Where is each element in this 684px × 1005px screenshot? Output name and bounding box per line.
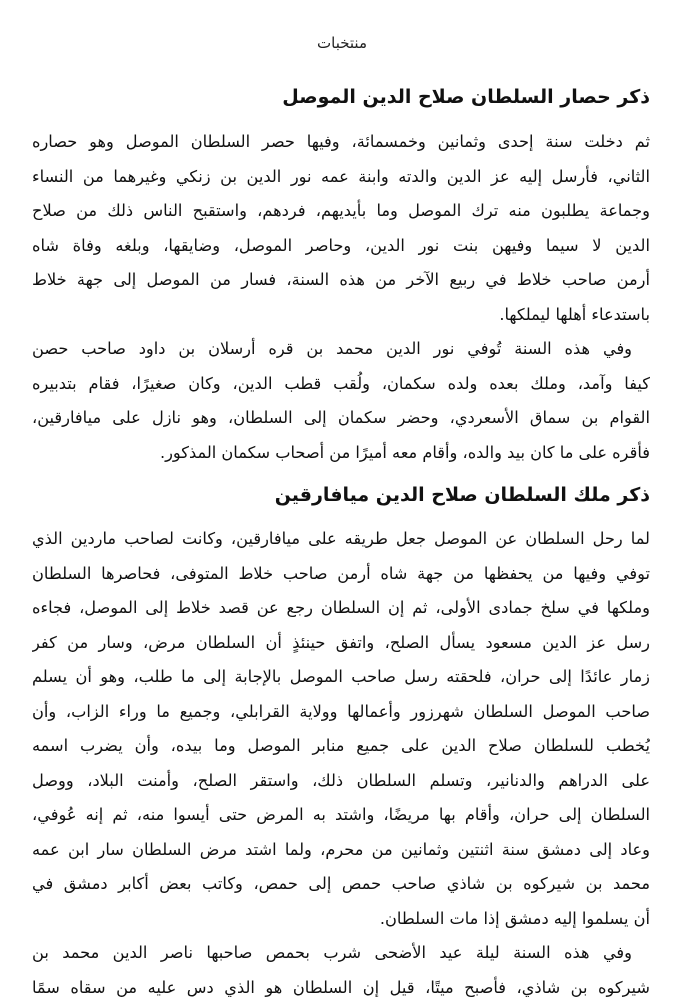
text-line: لما رحل السلطان عن الموصل جعل طريقه على ميافارقين، وكانت لصاحب ماردين الذي	[32, 522, 650, 557]
text-line: القوام بن سماق الأسعردي، وحضر سكمان إلى السلطان، وهو نازل على ميافارقين،	[32, 401, 650, 436]
section-body-siege-of-mosul	[32, 125, 650, 470]
text-line: وملكها في سلخ جمادى الأولى، ثم إن السلطان رجع عن قصد خلاط إلى الموصل، فجاءه	[32, 591, 650, 626]
text-line: السلطان إلى حران، وأقام بها مريضًا، واشتد به المرض حتى أيسوا منه، ثم إنه عُوفي،	[32, 798, 650, 833]
text-line: وجماعة يطلبون منه ترك الموصل وما بأيديهم، فردهم، واستقبح الناس ذلك من صلاح	[32, 194, 650, 229]
text-line: ثم دخلت سنة إحدى وثمانين وخمسمائة، وفيها حصر السلطان الموصل وهو حصاره	[32, 125, 650, 160]
text-line: الثاني، فأرسل إليه عز الدين والدته وابنة عمه نور الدين بن زنكي وغيرهما من النساء	[32, 160, 650, 195]
text-line: توفي وفيها من يحفظها من جهة شاه أرمن صاحب خلاط المتوفى، فحاصرها السلطان	[32, 557, 650, 592]
text-line: رسل عز الدين مسعود يسأل الصلح، واتفق حينئذٍ أن السلطان مرض، وسار من كفر	[32, 626, 650, 661]
text-line: زمار عائدًا إلى حران، فلحقته رسل صاحب الموصل بالإجابة إلى ما طلب، وهو أن يسلم	[32, 660, 650, 695]
text-line: وفي هذه السنة ليلة عيد الأضحى شرب بحمص صاحبها ناصر الدين محمد بن	[32, 936, 650, 971]
section-heading-siege-of-mosul: ذكر حصار السلطان صلاح الدين الموصل	[34, 86, 650, 108]
text-line: أرمن صاحب خلاط في ربيع الآخر من هذه السنة، فسار من الموصل إلى جهة خلاط	[32, 263, 650, 298]
text-line: يُخطب للسلطان صلاح الدين على جميع منابر الموصل وما بيده، وأن يضرب اسمه	[32, 729, 650, 764]
text-line: على الدراهم والدنانير، وتسلم السلطان ذلك، واستقر الصلح، وأمنت البلاد، ووصل	[32, 764, 650, 799]
text-line: محمد بن شيركوه بن شاذي صاحب حمص إلى حمص، وكاتب بعض أكابر دمشق في	[32, 867, 650, 902]
text-line: صاحب الموصل السلطان شهرزور وأعمالها وولاية القرابلي، وجميع ما وراء الزاب، وأن	[32, 695, 650, 730]
text-line: أن يسلموا إليه دمشق إذا مات السلطان.	[32, 902, 650, 937]
section-heading-mayyafariqin: ذكر ملك السلطان صلاح الدين ميافارقين	[34, 484, 650, 506]
section-body-mayyafariqin	[32, 522, 650, 1005]
text-line: وعاد إلى دمشق سنة اثنتين وثمانين من محرم، ولما اشتد مرض السلطان سار ابن عمه	[32, 833, 650, 868]
text-line: الدين لا سيما وفيهن بنت نور الدين، وحاصر الموصل، وضايقها، وبلغه وفاة شاه	[32, 229, 650, 264]
text-line: باستدعاء أهلها ليملكها.	[32, 298, 650, 333]
text-line: شيركوه بن شاذي، فأصبح ميتًا، قيل إن السلطان هو الذي دس عليه من سقاه سمًا	[32, 971, 650, 1005]
text-line: كيفا وآمد، وملك بعده ولده سكمان، ولُقب قطب الدين، وكان صغيرًا، فقام بتدبيره	[32, 367, 650, 402]
running-header: منتخبات	[0, 34, 684, 52]
text-line: وفي هذه السنة تُوفي نور الدين محمد بن قره أرسلان بن داود صاحب حصن	[32, 332, 650, 367]
text-line: فأقره على ما كان بيد والده، وأقام معه أميرًا من أصحاب سكمان المذكور.	[32, 436, 650, 471]
